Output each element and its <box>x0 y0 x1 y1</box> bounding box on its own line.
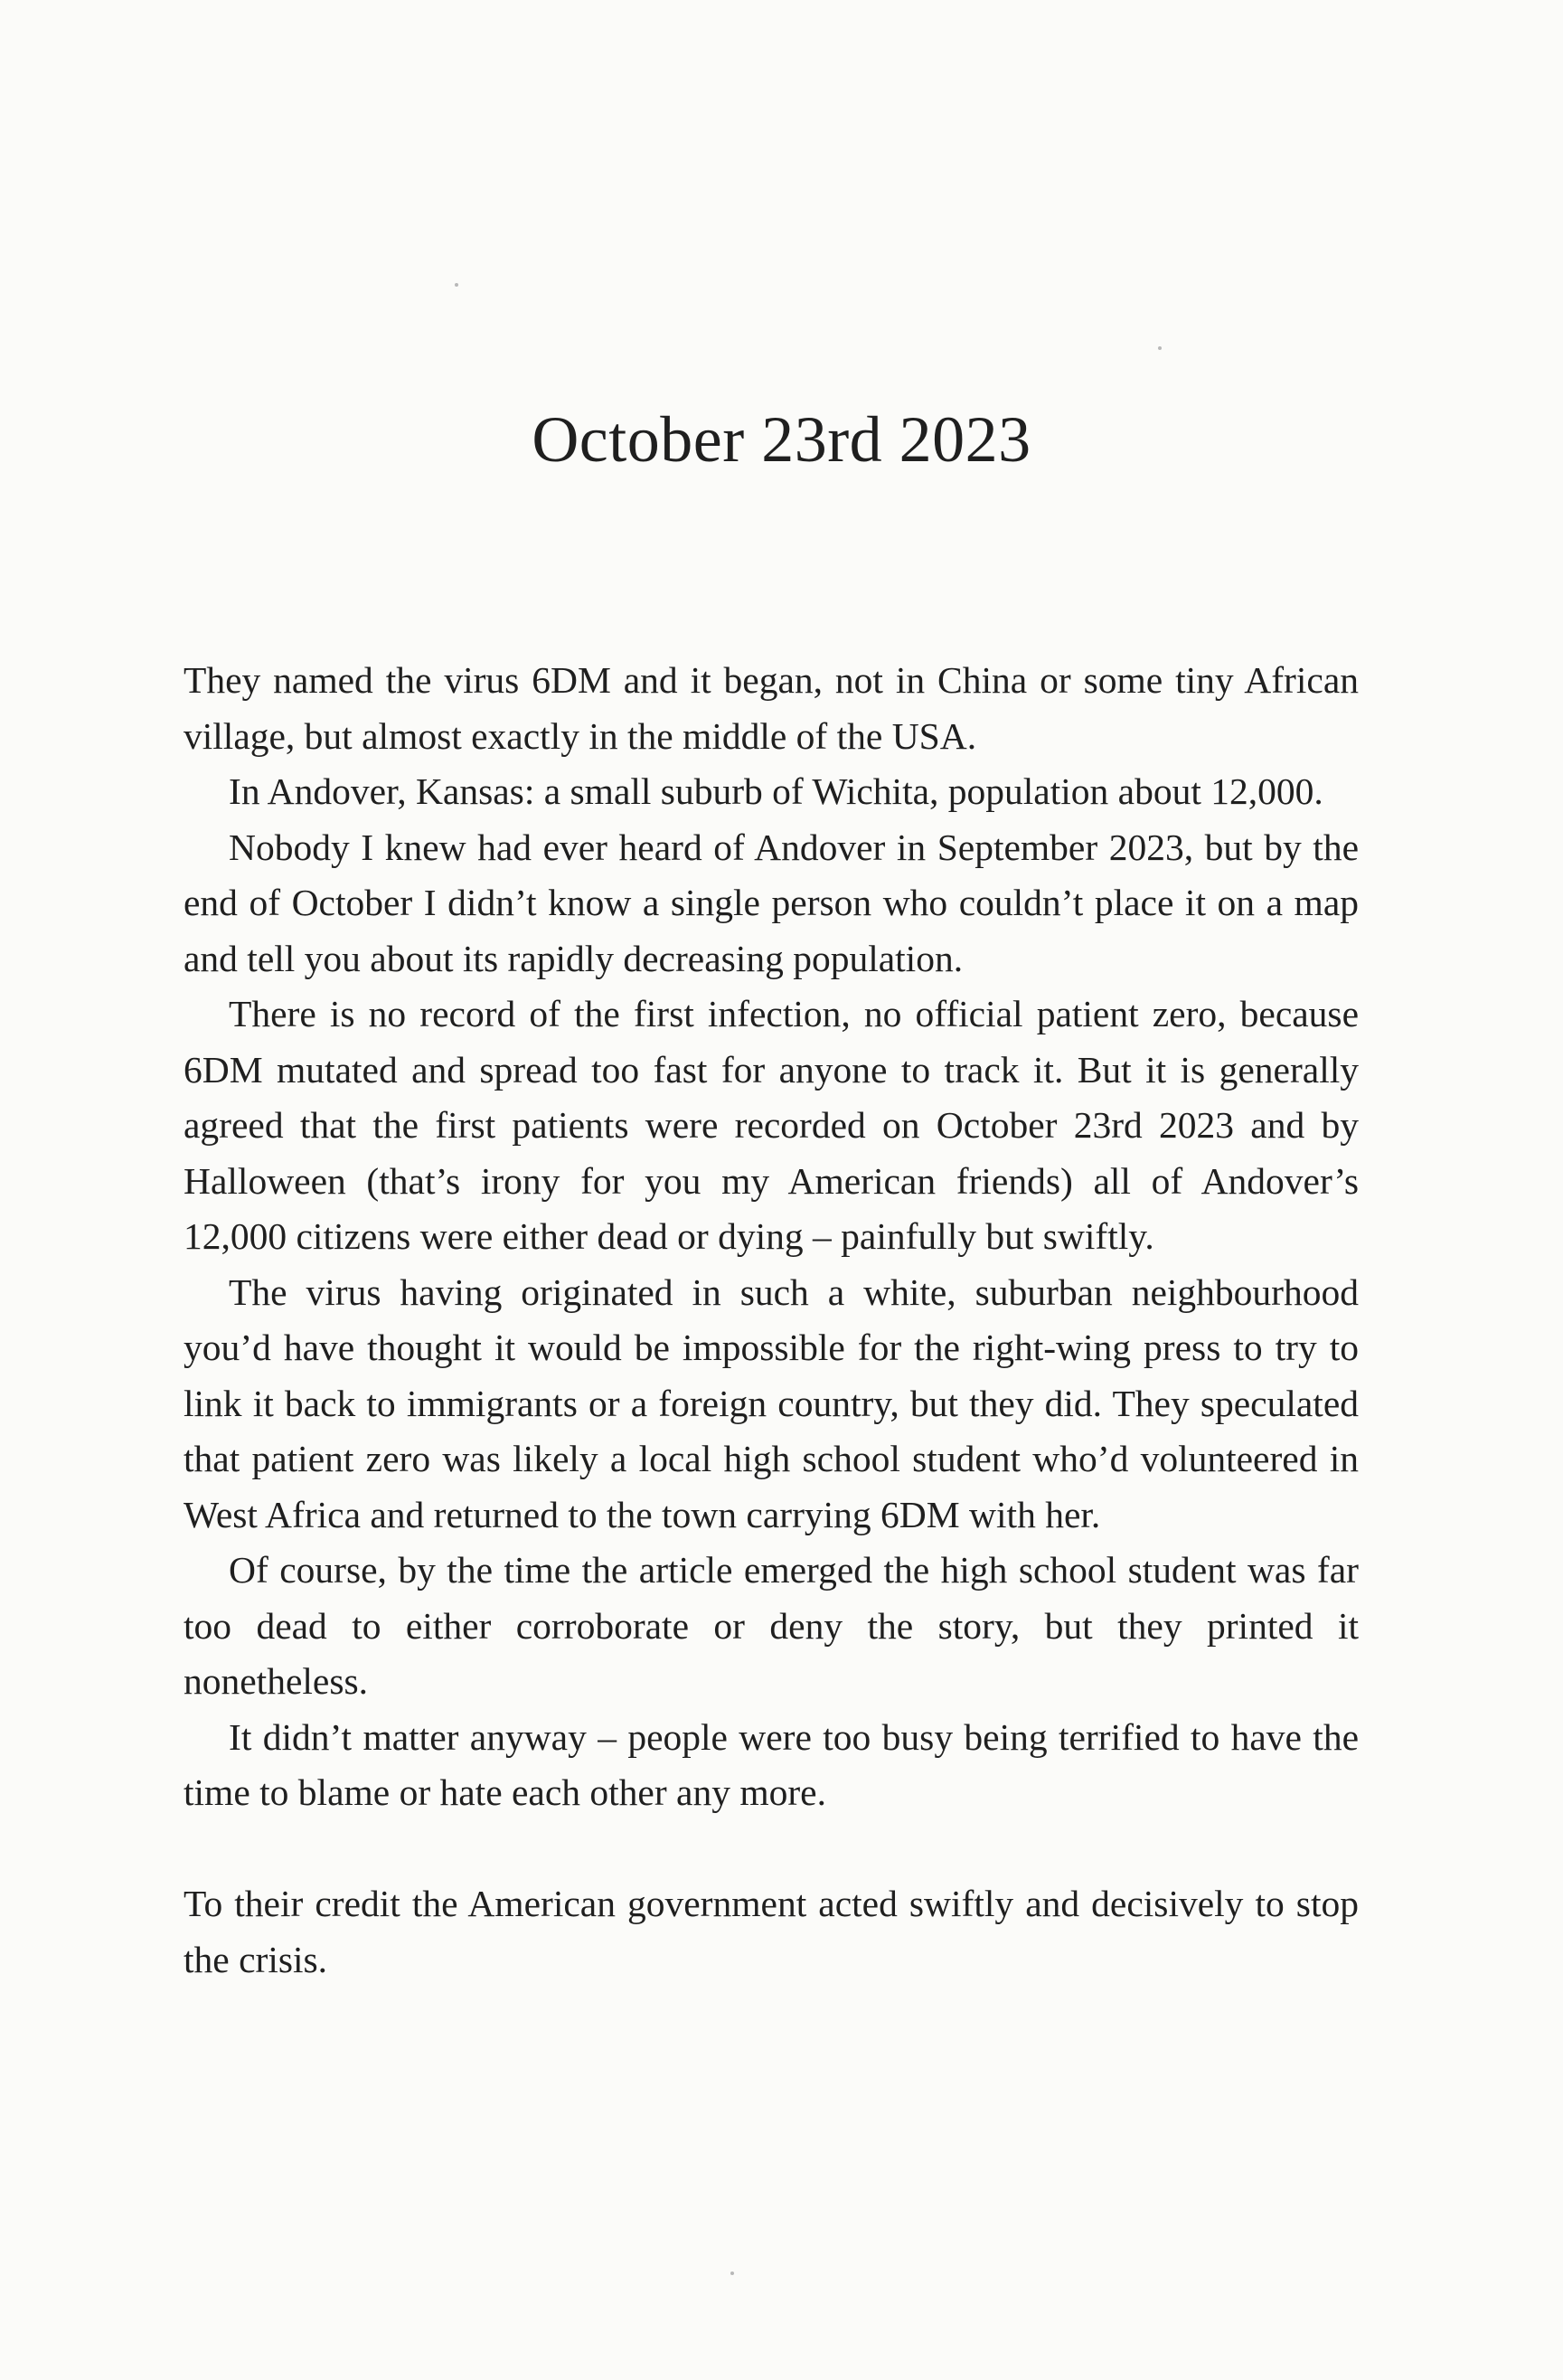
scan-speck <box>730 2271 734 2275</box>
paragraph: Of course, by the time the article emerged the high school student was far too dead to either corroborate or deny the story, but they printed it nonetheless. <box>184 1549 1359 1702</box>
paragraph: Nobody I knew had ever heard of Andover in September 2023, but by the end of October I didn’t know a single person who couldn’t place it on a map and tell you about its rapidly decreasing population. <box>184 826 1359 979</box>
chapter-body <box>184 653 1359 1988</box>
paragraph: In Andover, Kansas: a small suburb of Wichita, population about 12,000. <box>229 770 1323 812</box>
paragraph: The virus having originated in such a white, suburban neighbourhood you’d have thought it would be impossible for the right-wing press to try to link it back to immigrants or a foreign country, but they did. They speculated that patient zero was likely a local high school student who’d volunteered in West Africa and returned to the town carrying 6DM with her. <box>184 1270 1359 1535</box>
scan-speck <box>455 283 458 287</box>
paragraph: It didn’t matter anyway – people were too busy being terrified to have the time to blame or hate each other any more. <box>184 1715 1359 1813</box>
paragraph: There is no record of the first infection, no official patient zero, because 6DM mutated and spread too fast for anyone to track it. But it is generally agreed that the first patients were recorded on October 23rd 2023 and by Halloween (that’s irony for you my American friends) all of Andover’s 12,000 citizens were either dead or dying – painfully but swiftly. <box>184 993 1359 1257</box>
chapter-title: October 23rd 2023 <box>532 403 1031 476</box>
scan-speck <box>1158 346 1162 350</box>
paragraph-after-break: To their credit the American government acted swiftly and decisively to stop the crisis. <box>184 1883 1359 1980</box>
paragraph: They named the virus 6DM and it began, not in China or some tiny African village, but almost exactly in the middle of the USA. <box>184 659 1359 757</box>
